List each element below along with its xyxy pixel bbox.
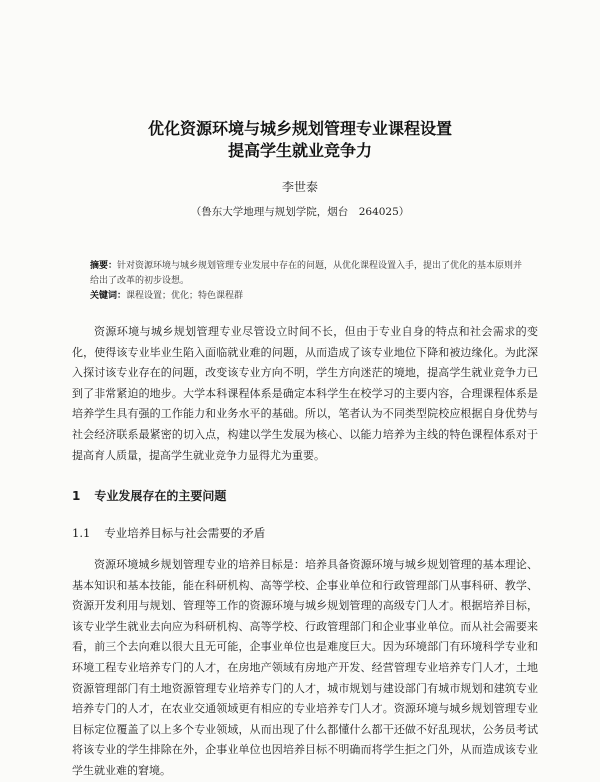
abstract-label: 摘要： — [90, 261, 118, 271]
intro-paragraph: 资源环境与城乡规划管理专业尽管设立时间不长，但由于专业自身的特点和社会需求的变化，使得该专业毕业生陷入面临就业难的问题，从而造成了该专业地位下降和被边缘化。为此深入探讨该专业存在的问题，改变该专业方向不明，学生方向迷茫的境地，提高学生就业竞争力已到了非常紧迫的地步。大学本科课程体系是确定本科学生在校学习的主要内容，合理课程体系是培养学生具有强的工作能力和业务水平的基础。所以，笔者认为不同类型院校应根据自身优势与社会经济联系最紧密的切入点，构建以学生发展为核心、以能力培养为主线的特色课程体系对于提高育人质量，提高学生就业竞争力显得尤为重要。 — [72, 325, 538, 462]
author-name: 李世泰 — [281, 180, 318, 194]
section-1-1-heading — [72, 525, 265, 541]
section-1-1-paragraph: 资源环境城乡规划管理专业的培养目标是：培养具备资源环境与城乡规划管理的基本理论、基本知识和基本技能，能在科研机构、高等学校、企事业单位和行政管理部门从事科研、教学、资源开发利用与规划、管理等工作的资源环境与城乡规划管理的高级专门人才。根据培养目标，该专业学生就业去向应为科研机构、高等学校、行政管理部门和企业事业单位。而从社会需要来看，前三个去向难以很大且无可能，企事业单位也是难度巨大。因为环境部门有环境科学专业和环境工程专业培养专门的人才，在房地产领域有房地产开发、经营管理专业培养专门人才，土地资源管理部门有土地资源管理专业培养专门的人才，城市规划与建设部门有城市规划和建筑专业培养专门的人才，在农业交通领域更有相应的专业培养专门人才。资源环境与城乡规划管理专业目标定位覆盖了以上多个专业领域，从而出现了什么都懂什么都干还做不好乱现状，公务员考试将该专业的学生排除在外，企事业单位也因培养目标不明确而将学生拒之门外，从而造成该专业学生就业难的窘境。 — [72, 558, 538, 777]
section-1-number: 1 — [72, 489, 81, 503]
keywords-label: 关键词： — [90, 291, 127, 301]
section-1-heading — [72, 487, 226, 504]
keywords-text: 课程设置；优化；特色课程群 — [126, 291, 244, 301]
abstract-text: 针对资源环境与城乡规划管理专业发展中存在的问题，从优化课程设置入手，提出了优化的基本原则并给出了改革的初步设想。 — [90, 261, 523, 286]
paper-title-line1: 优化资源环境与城乡规划管理专业课程设置 — [147, 119, 452, 138]
keywords — [90, 289, 530, 304]
abstract — [90, 259, 530, 289]
section-1-title: 专业发展存在的主要问题 — [94, 489, 227, 503]
section-1-1-number: 1.1 — [72, 526, 91, 540]
paper-title-line2: 提高学生就业竞争力 — [227, 141, 372, 160]
section-1-1-title: 专业培养目标与社会需要的矛盾 — [104, 526, 266, 540]
author-affiliation: （鲁东大学地理与规划学院，烟台 264025） — [190, 206, 410, 218]
